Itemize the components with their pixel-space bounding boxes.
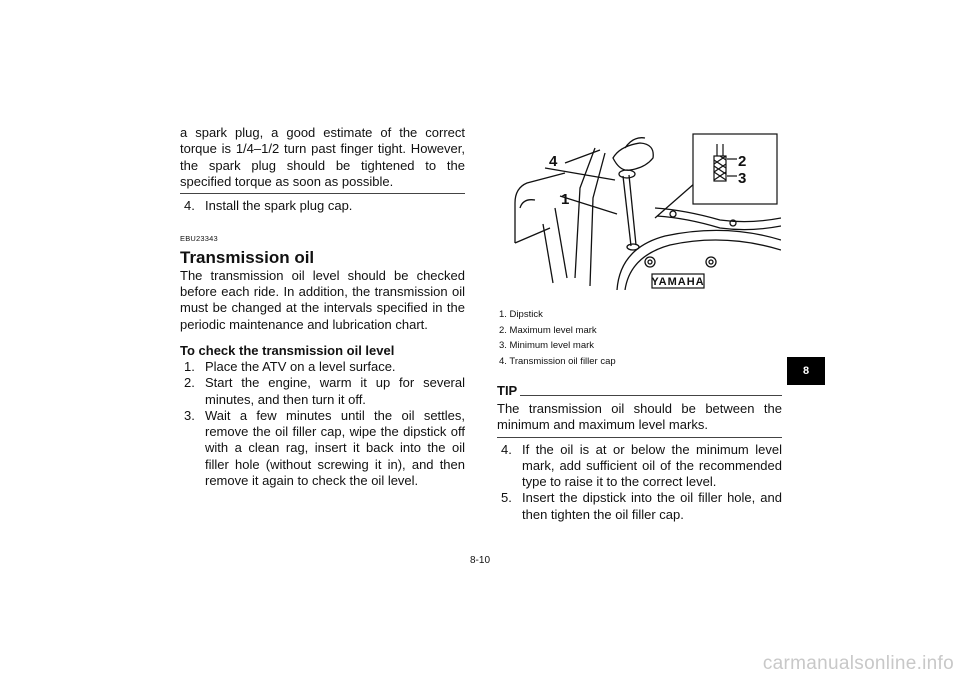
caption-item: 4. Transmission oil filler cap (499, 355, 616, 367)
callout-3: 3 (738, 170, 747, 187)
step-number: 4. (184, 198, 195, 214)
caption-item: 1. Dipstick (499, 309, 543, 320)
dipstick-illustration (505, 128, 781, 290)
step-text: Place the ATV on a level surface. (205, 358, 396, 374)
brand-plate: YAMAHA (651, 276, 705, 288)
section-paragraph: The transmission oil level should be checked before each ride. In addition, the transmission oil must be changed at the intervals specified in the periodic maintenance and lubrication chart. (180, 267, 465, 332)
step-5-insert-dipstick (497, 490, 782, 523)
chapter-tab: 8 (787, 357, 825, 385)
step-text: Wait a few minutes until the oil settles, remove the oil filler cap, wipe the dipstick off with a clean rag, insert it back into the oil filler hole (without screwing it in), and then remove it again to check the oil level. (205, 407, 465, 489)
step-4-install-cap (180, 198, 465, 214)
left-column (180, 125, 465, 489)
tip-label: TIP (497, 383, 518, 398)
callout-4: 4 (549, 153, 558, 170)
step-number: 4. (501, 441, 512, 457)
intro-paragraph: a spark plug, a good estimate of the correct torque is 1/4–1/2 turn past finger tight. However, the spark plug should be tightened to the specified torque as soon as possible. (180, 125, 465, 189)
caption-item: 2. Maximum level mark (499, 324, 597, 336)
step-number: 2. (184, 375, 195, 391)
step-1 (180, 359, 465, 375)
step-text: Start the engine, warm it up for several minutes, and then turn it off. (205, 375, 465, 407)
step-2 (180, 375, 465, 408)
callout-1: 1 (561, 191, 570, 208)
step-text: If the oil is at or below the minimum level mark, add sufficient oil of the recommended type to raise it to the correct level. (522, 441, 782, 490)
page-number: 8-10 (469, 555, 490, 566)
callout-2: 2 (738, 153, 747, 170)
subheading: To check the transmission oil level (180, 342, 395, 358)
step-text: Insert the dipstick into the oil filler hole, and then tighten the oil filler cap. (522, 490, 782, 522)
step-4-add-oil (497, 442, 782, 491)
caption-item: 3. Minimum level mark (499, 340, 595, 351)
watermark: carmanualsonline.info (762, 653, 954, 674)
divider (497, 437, 782, 438)
engine-dipstick-drawing (505, 128, 781, 290)
tip-header (497, 384, 782, 398)
step-number: 3. (184, 407, 195, 423)
divider (180, 193, 465, 194)
step-3 (180, 408, 465, 489)
right-column (497, 307, 782, 523)
figure-caption-list (497, 307, 782, 369)
step-number: 1. (184, 358, 195, 374)
step-number: 5. (501, 490, 512, 506)
step-text: Install the spark plug cap. (205, 198, 353, 214)
tip-text: The transmission oil should be between the minimum and maximum level marks. (497, 401, 782, 433)
section-title: Transmission oil (180, 247, 315, 267)
dipstick-inset (693, 134, 777, 204)
section-code: EBU23343 (180, 234, 218, 244)
tip-rule (520, 395, 782, 396)
